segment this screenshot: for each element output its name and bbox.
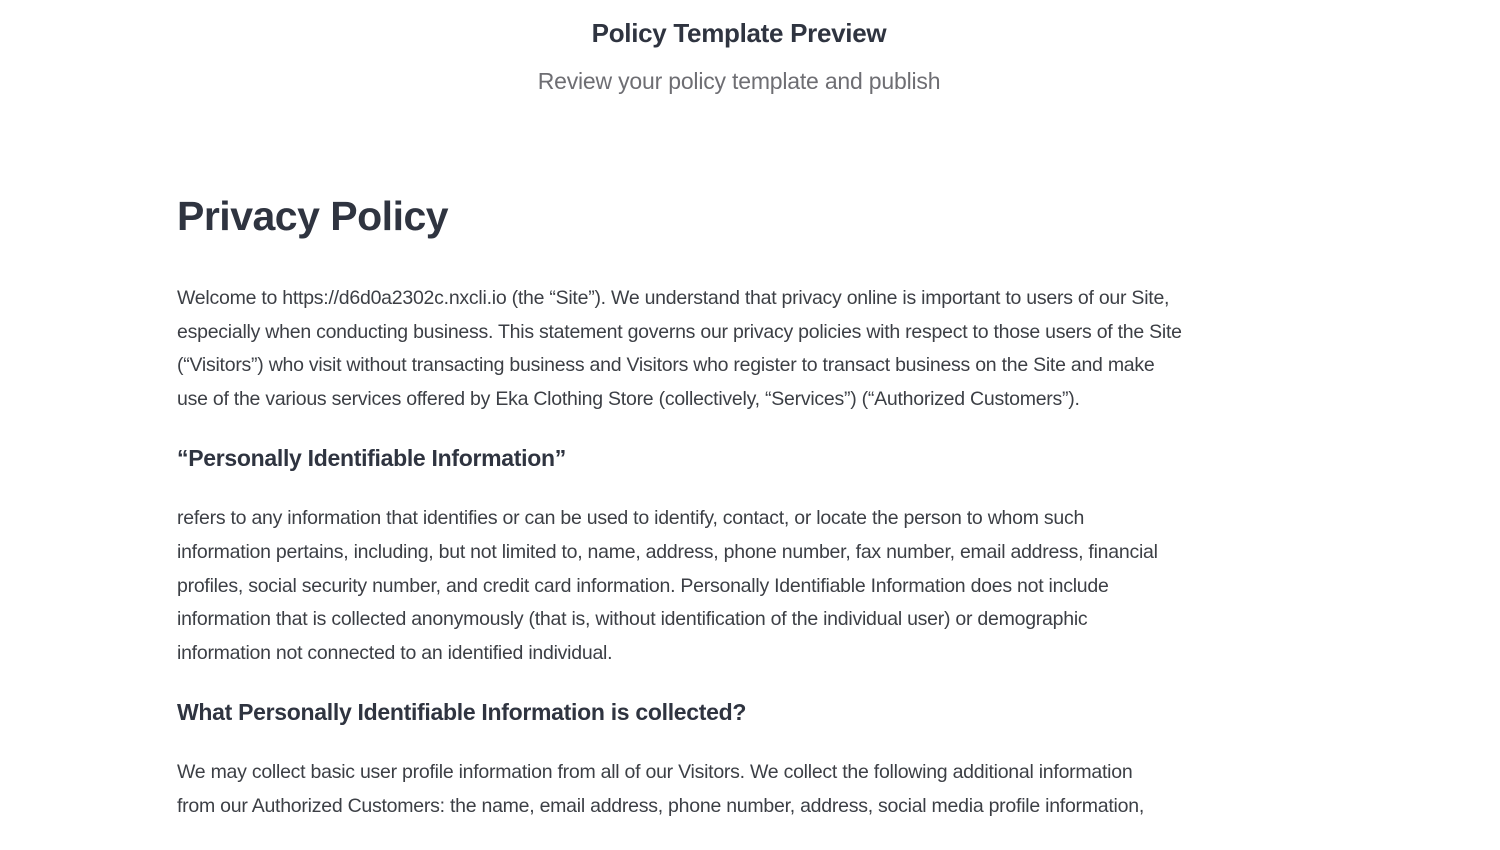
paragraph-line: use of the various services offered by Eka Clothing Store (collectively, “Services”) (“Authorized Customers”). xyxy=(177,387,1080,410)
page-title: Policy Template Preview xyxy=(591,18,887,48)
paragraph-line: information pertains, including, but not limited to, name, address, phone number, fax number, email address, financial xyxy=(177,540,1158,563)
paragraph-line: profiles, social security number, and credit card information. Personally Identifiable Information does not include xyxy=(177,574,1109,597)
paragraph-line: information not connected to an identified individual. xyxy=(177,641,613,664)
document-title: Privacy Policy xyxy=(177,193,449,239)
paragraph-line: information that is collected anonymously (that is, without identification of the individual user) or demographic xyxy=(177,608,1088,631)
section-heading: What Personally Identifiable Information is collected? xyxy=(177,699,747,726)
paragraph-line: (“Visitors”) who visit without transacting business and Visitors who register to transact business on the Site and make xyxy=(177,354,1155,377)
intro-paragraph xyxy=(177,282,1317,416)
paragraph-line: especially when conducting business. This statement governs our privacy policies with respect to those users of the Site xyxy=(177,320,1182,343)
section-paragraph xyxy=(177,756,1317,823)
paragraph-line: We may collect basic user profile information from all of our Visitors. We collect the following additional information xyxy=(177,761,1133,784)
paragraph-line: Welcome to https://d6d0a2302c.nxcli.io (the “Site”). We understand that privacy online is important to users of our Site, xyxy=(177,287,1170,309)
policy-document xyxy=(177,190,1317,824)
paragraph-line: from our Authorized Customers: the name, email address, phone number, address, social media profile information, xyxy=(177,794,1144,817)
section-paragraph xyxy=(177,502,1317,670)
page-subtitle: Review your policy template and publish xyxy=(537,68,941,94)
paragraph-line: refers to any information that identifies or can be used to identify, contact, or locate the person to whom such xyxy=(177,507,1085,530)
section-heading: “Personally Identifiable Information” xyxy=(177,445,566,472)
